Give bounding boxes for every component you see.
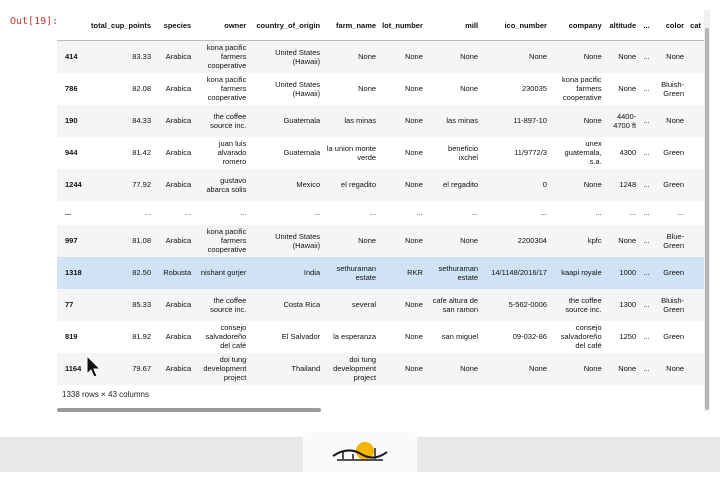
table-cell: Arabica xyxy=(165,52,192,62)
table-cell: Robusta xyxy=(163,268,192,277)
table-cell: ... xyxy=(677,208,685,217)
table-cell: None xyxy=(358,52,377,62)
table-cell: None xyxy=(460,236,479,245)
table-cell: san miguel xyxy=(441,332,479,341)
table-cell: nishant gurjer xyxy=(200,268,247,277)
row-index: 819 xyxy=(65,332,78,341)
table-cell: None xyxy=(358,84,377,93)
row-index: 1244 xyxy=(65,180,82,189)
table-cell: Guatemala xyxy=(283,116,321,125)
table-cell: Green xyxy=(663,180,685,189)
table-cell: beneficio ixchel xyxy=(448,143,479,162)
table-cell: the coffee source inc. xyxy=(210,295,247,314)
table-cell: gustavo abarca solis xyxy=(206,175,247,194)
row-index: 786 xyxy=(65,84,78,93)
column-header: company xyxy=(550,10,605,41)
table-cell: 82.08 xyxy=(132,84,152,93)
table-cell: Thailand xyxy=(291,364,321,373)
table-cell: Arabica xyxy=(165,300,192,309)
row-index: 1164 xyxy=(65,364,82,373)
table-cell: juan luis alvarado romero xyxy=(217,139,247,166)
table-cell: 77.92 xyxy=(132,180,152,189)
table-cell: 83.33 xyxy=(132,52,152,62)
mouse-cursor-icon xyxy=(86,355,102,384)
table-cell: None xyxy=(404,300,423,309)
table-cell: ... xyxy=(416,208,423,217)
table-cell: None xyxy=(583,364,602,373)
channel-logo xyxy=(303,432,417,472)
table-cell: Arabica xyxy=(165,332,192,341)
table-cell: 85.33 xyxy=(132,300,152,309)
vertical-scrollbar[interactable] xyxy=(705,28,709,410)
dataframe-output xyxy=(57,10,704,412)
table-cell: ... xyxy=(643,208,650,217)
table-cell: ... xyxy=(643,268,650,277)
table-cell: 11/9772/3 xyxy=(514,148,547,157)
table-cell xyxy=(687,41,704,73)
table-cell: 1300 xyxy=(619,300,637,309)
table-cell xyxy=(687,201,704,225)
table-cell: United States (Hawaii) xyxy=(275,79,321,98)
table-cell: 230035 xyxy=(521,84,547,93)
row-index: 414 xyxy=(65,52,78,62)
table-cell: None xyxy=(529,52,547,62)
table-cell: None xyxy=(358,236,377,245)
table-cell: kaapi royale xyxy=(561,268,602,277)
table-row[interactable] xyxy=(57,169,704,201)
table-cell: None xyxy=(404,180,423,189)
column-header: country_of_origin xyxy=(249,10,323,41)
table-cell: 82.50 xyxy=(132,268,152,277)
table-cell: None xyxy=(618,84,637,93)
column-header: altitude xyxy=(605,10,639,41)
table-cell: 14/1148/2016/17 xyxy=(491,268,547,277)
table-cell xyxy=(687,169,704,201)
table-cell: None xyxy=(404,84,423,93)
table-cell xyxy=(687,105,704,137)
table-cell: ... xyxy=(643,300,650,309)
table-cell: kona pacific farmers cooperative xyxy=(562,75,602,102)
table-cell: None xyxy=(460,364,479,373)
table-cell: consejo salvadoreño del café xyxy=(205,323,247,350)
table-cell: 81.92 xyxy=(132,332,152,341)
table-cell: 11-897-10 xyxy=(513,116,547,125)
table-cell: kpfc xyxy=(587,236,602,245)
table-cell: 5-562-0006 xyxy=(508,300,547,309)
table-cell: None xyxy=(618,364,637,373)
table-cell: None xyxy=(460,84,479,93)
table-cell: El Salvador xyxy=(281,332,321,341)
table-cell: the coffee source inc. xyxy=(565,295,602,314)
table-cell: None xyxy=(666,52,685,62)
column-header: species xyxy=(154,10,194,41)
table-cell: None xyxy=(666,364,685,373)
table-cell: 09-032-86 xyxy=(512,332,547,341)
table-cell: ... xyxy=(369,208,377,217)
table-cell: ... xyxy=(643,116,650,125)
table-cell: ... xyxy=(643,52,650,62)
table-cell: ... xyxy=(643,148,650,157)
table-row[interactable] xyxy=(57,105,704,137)
table-cell: ... xyxy=(643,236,650,245)
horizontal-scrollbar[interactable] xyxy=(57,408,321,412)
table-cell: 84.33 xyxy=(132,116,152,125)
table-cell: Green xyxy=(663,332,685,341)
table-row[interactable] xyxy=(57,41,704,73)
table-cell: None xyxy=(529,364,547,373)
table-cell: 0 xyxy=(542,180,547,189)
table-row[interactable] xyxy=(57,257,704,289)
row-index: ... xyxy=(65,208,72,217)
table-cell: United States (Hawaii) xyxy=(275,47,321,66)
table-cell: ... xyxy=(643,84,650,93)
table-cell: sethuraman estate xyxy=(438,263,479,282)
table-cell: Arabica xyxy=(165,180,192,189)
table-cell: 79.67 xyxy=(132,364,152,373)
table-cell: 1000 xyxy=(619,268,637,277)
table-cell: None xyxy=(404,148,423,157)
table-cell: kona pacific farmers cooperative xyxy=(206,43,247,71)
table-cell: ... xyxy=(471,208,479,217)
column-header: ico_number xyxy=(481,10,550,41)
table-cell: 81.08 xyxy=(132,236,152,245)
table-cell: Green xyxy=(663,268,685,277)
table-cell: Arabica xyxy=(165,116,192,125)
table-cell: None xyxy=(404,116,423,125)
table-cell: Arabica xyxy=(165,148,192,157)
header-row xyxy=(57,10,704,41)
table-cell: 81.42 xyxy=(132,148,152,157)
table-cell: RKR xyxy=(407,268,423,277)
table-cell: None xyxy=(618,236,637,245)
table-cell: ... xyxy=(629,208,637,217)
column-header: ... xyxy=(639,10,653,41)
column-header: cat xyxy=(687,10,704,41)
table-cell: cafe altura de san ramon xyxy=(432,295,479,314)
table-cell: doi tung development project xyxy=(203,355,247,382)
column-header: total_cup_points xyxy=(88,10,154,41)
table-cell: kona pacific farmers cooperative xyxy=(206,227,247,254)
table-cell: Bluish-Green xyxy=(661,79,685,98)
table-cell: ... xyxy=(595,208,602,217)
table-cell xyxy=(687,353,704,385)
table-cell: several xyxy=(351,300,377,309)
table-cell: unex guatemala, s.a. xyxy=(564,139,602,166)
table-row[interactable] xyxy=(57,201,704,225)
table-cell: ... xyxy=(643,332,650,341)
table-cell: None xyxy=(583,180,602,189)
table-cell: Guatemala xyxy=(283,148,321,157)
table-cell: ... xyxy=(540,208,547,217)
table-row[interactable] xyxy=(57,137,704,169)
index-header xyxy=(57,10,88,41)
table-cell: kona pacific farmers cooperative xyxy=(206,75,247,102)
table-cell xyxy=(687,257,704,289)
logo-mark-icon xyxy=(303,432,417,472)
table-cell: ... xyxy=(643,364,650,373)
row-index: 190 xyxy=(65,116,78,125)
table-cell: Mexico xyxy=(296,180,321,189)
table-cell: United States (Hawaii) xyxy=(275,231,321,250)
table-cell xyxy=(687,321,704,353)
row-index: 1318 xyxy=(65,268,82,277)
table-cell: sethuraman estate xyxy=(336,263,377,282)
table-cell: Blue-Green xyxy=(663,231,685,250)
output-prompt: Out[19]: xyxy=(10,16,59,27)
column-header: color xyxy=(653,10,687,41)
table-cell: ... xyxy=(184,208,192,217)
table-cell: 1248 xyxy=(619,180,637,189)
column-header: farm_name xyxy=(323,10,379,41)
table-cell: None xyxy=(618,52,637,62)
dataframe-shape: 1338 rows × 43 columns xyxy=(62,390,149,399)
table-cell: las minas xyxy=(446,116,479,125)
row-index: 77 xyxy=(65,300,74,309)
dataframe-table xyxy=(57,10,704,385)
table-cell: None xyxy=(583,116,602,125)
table-cell: ... xyxy=(144,208,152,217)
table-cell xyxy=(687,73,704,105)
table-cell xyxy=(687,289,704,321)
row-index: 997 xyxy=(65,236,78,245)
table-cell: 1250 xyxy=(619,332,637,341)
table-cell: Arabica xyxy=(165,236,192,245)
table-cell: doi tung development project xyxy=(333,355,377,382)
table-cell: la union monte verde xyxy=(326,143,377,162)
table-cell: the coffee source inc. xyxy=(210,111,247,130)
table-cell: None xyxy=(404,236,423,245)
table-row[interactable] xyxy=(57,289,704,321)
table-cell: India xyxy=(303,268,321,277)
table-cell: ... xyxy=(313,208,321,217)
table-cell: Arabica xyxy=(165,364,192,373)
table-cell: Bluish-Green xyxy=(661,295,685,314)
table-cell: None xyxy=(404,364,423,373)
table-cell: el regadito xyxy=(341,180,377,189)
table-cell: Arabica xyxy=(165,84,192,93)
table-cell: ... xyxy=(240,208,247,217)
row-index: 944 xyxy=(65,148,78,157)
table-row[interactable] xyxy=(57,225,704,257)
table-row[interactable] xyxy=(57,73,704,105)
table-cell: las minas xyxy=(344,116,377,125)
table-cell: None xyxy=(666,116,685,125)
table-cell: None xyxy=(460,52,479,62)
table-cell: ... xyxy=(643,180,650,189)
table-cell: 4300 xyxy=(619,148,637,157)
column-header: mill xyxy=(426,10,481,41)
table-cell: 4400-4700 ft xyxy=(613,111,637,130)
table-cell: None xyxy=(404,332,423,341)
table-cell xyxy=(687,137,704,169)
table-cell: Costa Rica xyxy=(283,300,321,309)
table-row[interactable] xyxy=(57,353,704,385)
table-cell: Green xyxy=(663,148,685,157)
table-cell: None xyxy=(583,52,602,62)
table-row[interactable] xyxy=(57,321,704,353)
column-header: owner xyxy=(194,10,249,41)
table-cell xyxy=(687,225,704,257)
table-cell: la esperanza xyxy=(333,332,377,341)
table-cell: consejo salvadoreño del café xyxy=(560,323,602,350)
table-cell: 2200304 xyxy=(517,236,547,245)
table-cell: el regadito xyxy=(443,180,479,189)
column-header: lot_number xyxy=(379,10,426,41)
table-cell: None xyxy=(404,52,423,62)
